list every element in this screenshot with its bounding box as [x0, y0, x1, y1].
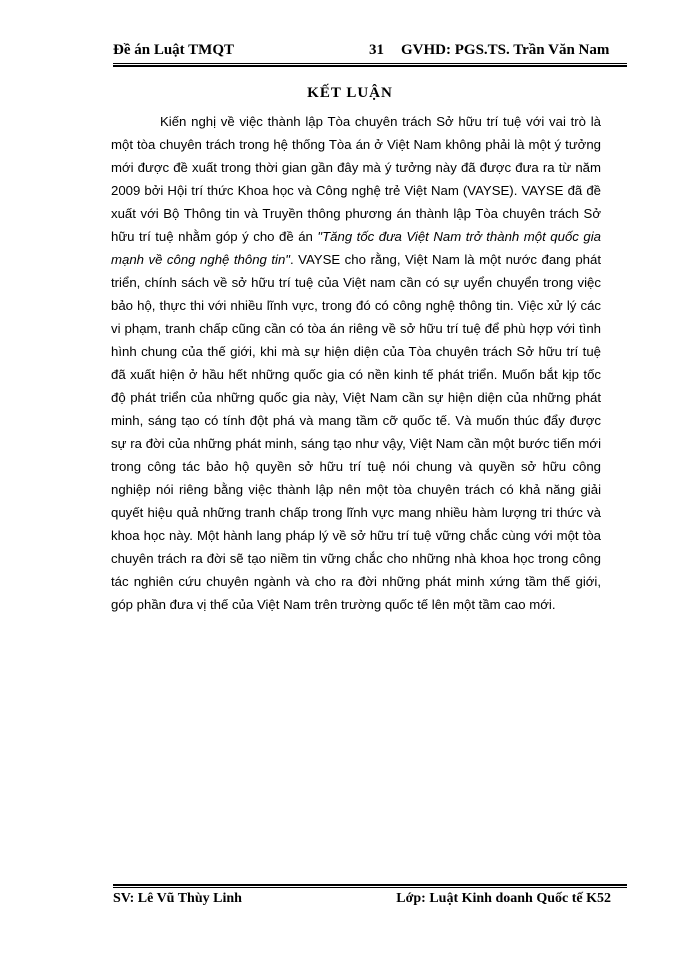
footer-student: SV: Lê Vũ Thùy Linh — [113, 891, 242, 906]
paragraph-text-part1: Kiến nghị về việc thành lập Tòa chuyên trách Sở hữu trí tuệ với vai trò là một tòa chuyên trách trong hệ thống Tòa án ở Việt Nam không phải là một ý tưởng mới được đề xuất trong thời gian gần đây mà ý tưởng này đã được đưa ra từ năm 2009 bởi Hội trí thức Khoa học và Công nghệ trẻ Việt Nam (VAYSE). VAYSE đã đề xuất với Bộ Thông tin và Truyền thông phương án thành lập Tòa chuyên trách Sở hữu trí tuệ nhằm góp ý cho đề án — [111, 114, 601, 244]
page-header — [113, 42, 627, 62]
header-divider — [113, 63, 627, 67]
page-number: 31 — [369, 42, 384, 58]
conclusion-paragraph — [111, 110, 601, 616]
footer-divider — [113, 884, 627, 888]
paragraph-text-part2: . VAYSE cho rằng, Việt Nam là một nước đang phát triển, chính sách về sở hữu trí tuệ của Việt nam cần có sự uyển chuyển trong việc bảo hộ, thực thi với nhiều lĩnh vực, trong đó có công nghệ thông tin. Việc xử lý các vi phạm, tranh chấp cũng cần có tòa án riêng về sở hữu trí tuệ để phù hợp với tình hình chung của thế giới, khi mà sự hiện diện của Tòa chuyên trách Sở hữu trí tuệ đã xuất hiện ở hầu hết những quốc gia có nền kinh tế phát triển. Muốn bắt kịp tốc độ phát triển của những quốc gia này, Việt Nam cần sự hiện diện của những phát minh, sáng tạo có tính đột phá và mang tầm cỡ quốc tế. Và muốn thúc đẩy được sự ra đời của những phát minh, sáng tạo như vậy, Việt Nam cần một bước tiến mới trong công tác bảo hộ quyền sở hữu trí tuệ nói chung và quyền sở hữu công nghiệp nói riêng bằng việc thành lập nên một tòa chuyên trách có khả năng giải quyết hiệu quả những tranh chấp trong lĩnh vực mang nhiều hàm lượng tri thức và khoa học này. Một hành lang pháp lý về sở hữu trí tuệ vững chắc cùng với một tòa chuyên trách ra đời sẽ tạo niềm tin vững chắc cho những nhà khoa học trong công tác nghiên cứu chuyên ngành và cho ra đời những phát minh xứng tầm thế giới, góp phần đưa vị thế của Việt Nam trên trường quốc tế lên một tầm cao mới. — [111, 252, 601, 612]
header-supervisor: GVHD: PGS.TS. Trần Văn Nam — [401, 42, 610, 58]
section-title: KẾT LUẬN — [307, 85, 393, 101]
page-footer — [113, 891, 627, 911]
footer-class: Lớp: Luật Kinh doanh Quốc tế K52 — [396, 891, 611, 906]
paragraph-italic-quote: "Tăng tốc đưa Việt Nam trở thành một quốc gia mạnh về công nghệ thông tin" — [111, 229, 601, 267]
header-course-title: Đề án Luật TMQT — [113, 42, 234, 58]
